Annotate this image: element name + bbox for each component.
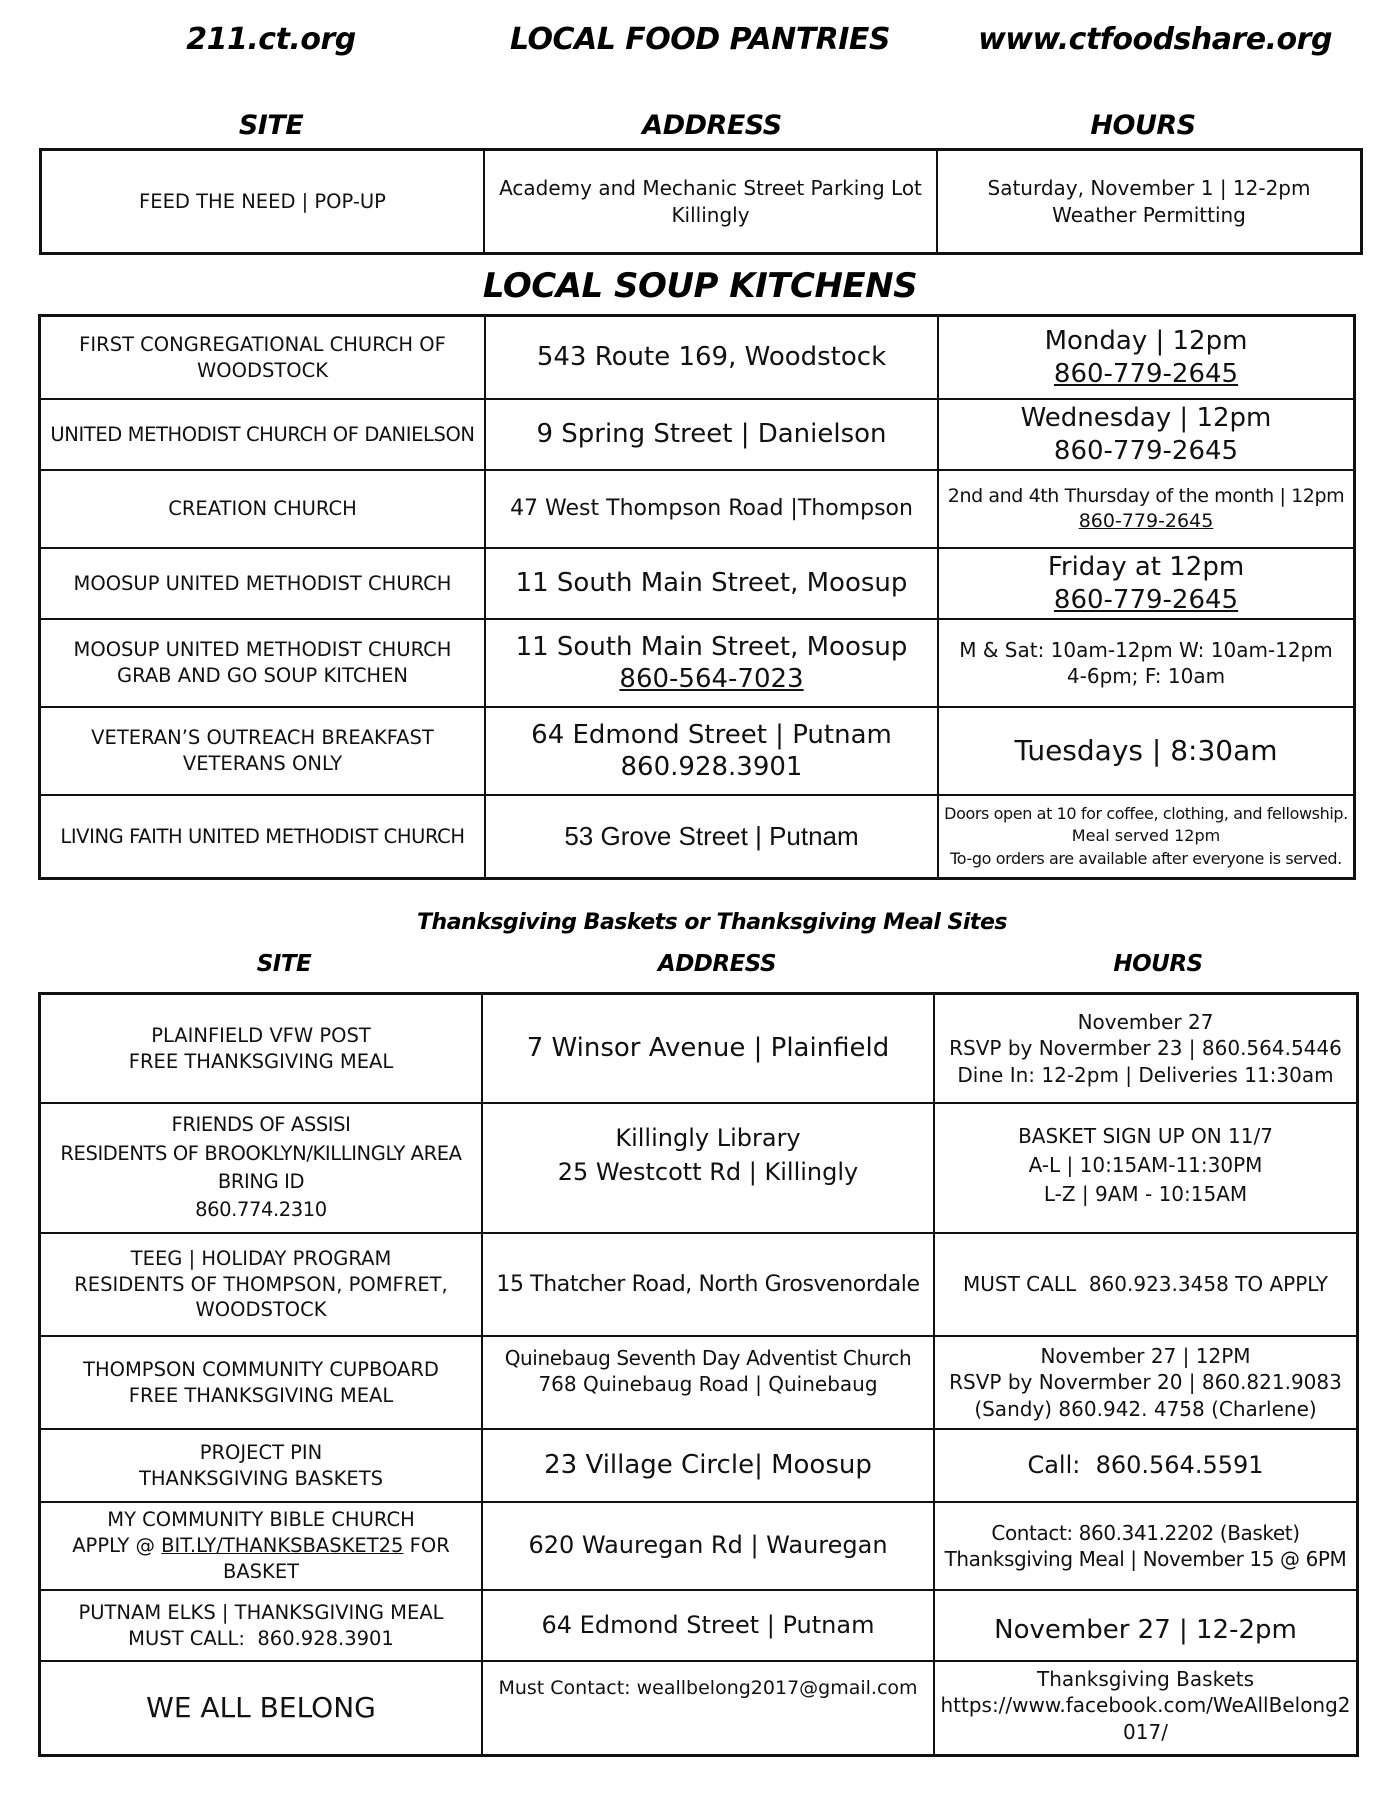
site-text: FREE THANKSGIVING MEAL <box>128 1383 394 1407</box>
site-text: WE ALL BELONG <box>146 1690 376 1724</box>
site-cell <box>41 400 484 469</box>
address-text: 64 Edmond Street | Putnam <box>531 719 892 750</box>
address-cell <box>481 995 933 1102</box>
phone-link[interactable]: 860-564-7023 <box>619 664 804 694</box>
address-cell <box>484 471 937 547</box>
address-cell <box>484 620 937 706</box>
site-cell <box>41 1430 481 1501</box>
site-text: MOOSUP UNITED METHODIST CHURCH <box>73 638 452 662</box>
site-text: RESIDENTS OF BROOKLYN/KILLINGLY AREA <box>60 1141 462 1165</box>
site-text: MOOSUP UNITED METHODIST CHURCH <box>73 571 452 595</box>
site-cell <box>41 1662 481 1754</box>
site-cell <box>41 995 481 1102</box>
address-cell <box>484 796 937 877</box>
site-text: LIVING FAITH UNITED METHODIST CHURCH <box>60 824 465 848</box>
site-text: THANKSGIVING BASKETS <box>138 1466 383 1490</box>
site-text: BRING ID <box>217 1170 305 1193</box>
address-text: 53 Grove Street | Putnam <box>564 821 859 852</box>
soup-kitchens-table <box>38 314 1356 880</box>
food-pantries-table <box>39 148 1363 255</box>
site-text: VETERANS ONLY <box>182 752 343 775</box>
hours-text: RSVP by Novermber 23 | 860.564.5446 <box>949 1036 1342 1061</box>
address-text: 25 Westcott Rd | Killingly <box>557 1157 859 1186</box>
address-text: 64 Edmond Street | Putnam <box>541 1610 875 1639</box>
hours-text: 4-6pm; F: 10am <box>1066 664 1226 688</box>
table-row <box>41 1335 1356 1428</box>
address-cell <box>484 317 937 398</box>
hours-text: MUST CALL 860.923.3458 TO APPLY <box>963 1272 1328 1297</box>
thanksgiving-table <box>38 992 1359 1757</box>
facebook-link-continued[interactable]: 017/ <box>1123 1719 1168 1744</box>
column-header-address: ADDRESS <box>657 951 777 977</box>
phone-link[interactable]: 860-779-2645 <box>1053 584 1239 615</box>
site-text: GRAB AND GO SOUP KITCHEN <box>116 664 409 687</box>
table-row <box>41 1232 1356 1335</box>
table-row <box>41 995 1356 1102</box>
hours-text: RSVP by Novermber 20 | 860.821.9083 <box>949 1370 1342 1395</box>
hours-cell <box>936 151 1360 252</box>
table-row <box>41 1589 1356 1660</box>
hours-cell <box>933 1104 1356 1232</box>
hours-text: To-go orders are available after everyone is served. <box>950 848 1342 868</box>
hours-text: Monday | 12pm <box>1044 326 1248 356</box>
site-cell <box>41 1337 481 1428</box>
page-title: LOCAL FOOD PANTRIES <box>509 22 891 57</box>
hours-cell <box>937 549 1353 618</box>
site-text: BASKET <box>222 1559 300 1583</box>
link-211-ct[interactable]: 211.ct.org <box>186 22 356 57</box>
site-text: MY COMMUNITY BIBLE CHURCH <box>107 1508 415 1532</box>
hours-text: Wednesday | 12pm <box>1020 403 1272 433</box>
site-text: FEED THE NEED | POP-UP <box>139 189 386 213</box>
hours-text: November 27 <box>1077 1009 1214 1034</box>
phone-text: 860.928.3901 <box>620 752 803 782</box>
hours-cell <box>933 1591 1356 1660</box>
hours-cell <box>937 708 1353 794</box>
hours-text: Saturday, November 1 | 12-2pm <box>987 176 1311 201</box>
hours-text: Contact: 860.341.2202 (Basket) <box>991 1520 1300 1545</box>
site-cell <box>42 151 483 252</box>
address-cell <box>484 708 937 794</box>
table-row <box>41 706 1353 794</box>
address-text: 543 Route 169, Woodstock <box>536 342 887 373</box>
hours-cell <box>933 1662 1356 1754</box>
table-row <box>41 469 1353 547</box>
table-row <box>41 618 1353 706</box>
site-cell <box>41 620 484 706</box>
site-text: RESIDENTS OF THOMPSON, POMFRET, <box>74 1272 448 1296</box>
hours-text: L-Z | 9AM - 10:15AM <box>1043 1182 1248 1206</box>
site-cell <box>41 317 484 398</box>
hours-text: (Sandy) 860.942. 4758 (Charlene) <box>974 1396 1317 1421</box>
hours-text: A-L | 10:15AM-11:30PM <box>1028 1153 1263 1177</box>
site-text: UNITED METHODIST CHURCH OF DANIELSON <box>50 422 475 446</box>
hours-text: Weather Permitting <box>1052 202 1246 227</box>
address-cell <box>481 1430 933 1501</box>
hours-text: Doors open at 10 for coffee, clothing, and fellowship. <box>944 803 1348 823</box>
address-cell <box>484 549 937 618</box>
hours-text: Thanksgiving Meal | November 15 @ 6PM <box>944 1547 1347 1571</box>
table-row <box>41 1102 1356 1232</box>
address-text: Killingly Library <box>615 1124 801 1152</box>
site-text: TEEG | HOLIDAY PROGRAM <box>130 1246 392 1270</box>
address-text: Quinebaug Seventh Day Adventist Church <box>504 1346 912 1370</box>
hours-text: Dine In: 12-2pm | Deliveries 11:30am <box>957 1062 1334 1087</box>
address-text: 23 Village Circle| Moosup <box>544 1450 872 1481</box>
hours-text: Thanksgiving Baskets <box>1036 1667 1255 1691</box>
address-text: 11 South Main Street, Moosup <box>515 631 908 662</box>
site-cell <box>41 1503 481 1589</box>
phone-text: 860.774.2310 <box>195 1198 327 1222</box>
hours-text: Friday at 12pm <box>1047 552 1245 582</box>
column-header-hours: HOURS <box>1113 951 1203 977</box>
address-cell <box>481 1503 933 1589</box>
hours-text: Call: 860.564.5591 <box>1027 1450 1264 1479</box>
address-cell <box>481 1591 933 1660</box>
hours-cell <box>933 995 1356 1102</box>
site-text: CREATION CHURCH <box>168 497 357 521</box>
contact-email[interactable]: Must Contact: weallbelong2017@gmail.com <box>498 1677 918 1699</box>
table-row <box>41 1501 1356 1589</box>
phone-link[interactable]: 860-779-2645 <box>1078 510 1214 532</box>
address-text: Academy and Mechanic Street Parking Lot <box>499 176 922 201</box>
site-text: WOODSTOCK <box>195 1298 327 1322</box>
site-cell <box>41 1234 481 1335</box>
hours-text: Tuesdays | 8:30am <box>1014 733 1278 767</box>
site-cell <box>41 708 484 794</box>
table-row <box>41 794 1353 877</box>
link-ctfoodshare[interactable]: www.ctfoodshare.org <box>978 22 1332 57</box>
hours-cell <box>933 1503 1356 1589</box>
hours-cell <box>937 471 1353 547</box>
table-row <box>41 398 1353 469</box>
site-text: PROJECT PIN <box>199 1440 323 1464</box>
hours-text: BASKET SIGN UP ON 11/7 <box>1018 1124 1273 1148</box>
hours-cell <box>937 796 1353 877</box>
hours-text: November 27 | 12PM <box>1040 1343 1251 1368</box>
apply-link[interactable]: BIT.LY/THANKSBASKET25 <box>161 1534 404 1558</box>
phone-link[interactable]: 860-779-2645 <box>1053 358 1239 389</box>
address-cell <box>484 400 937 469</box>
address-text: 7 Winsor Avenue | Plainfield <box>526 1033 890 1064</box>
address-text: 15 Thatcher Road, North Grosvenordale <box>496 1271 920 1297</box>
address-cell <box>481 1234 933 1335</box>
column-header-hours: HOURS <box>1090 110 1196 141</box>
hours-text: November 27 | 12-2pm <box>994 1615 1297 1646</box>
column-header-address: ADDRESS <box>642 110 782 141</box>
site-cell <box>41 1591 481 1660</box>
facebook-link[interactable]: https://www.facebook.com/WeAllBelong2 <box>940 1693 1351 1718</box>
hours-cell <box>933 1430 1356 1501</box>
site-cell <box>41 549 484 618</box>
site-text: FREE THANKSGIVING MEAL <box>128 1049 394 1073</box>
site-text: THOMPSON COMMUNITY CUPBOARD <box>83 1357 439 1381</box>
thanksgiving-title: Thanksgiving Baskets or Thanksgiving Meal Sites <box>417 910 1007 935</box>
hours-cell <box>937 317 1353 398</box>
address-text: 11 South Main Street, Moosup <box>515 568 908 599</box>
site-cell <box>41 1104 481 1232</box>
table-row <box>41 317 1353 398</box>
soup-kitchens-title: LOCAL SOUP KITCHENS <box>482 266 918 306</box>
table-row <box>41 1428 1356 1501</box>
address-cell <box>483 151 936 252</box>
address-cell <box>481 1662 933 1754</box>
address-text: 47 West Thompson Road |Thompson <box>510 496 913 522</box>
hours-cell <box>933 1337 1356 1428</box>
address-text: 620 Wauregan Rd | Wauregan <box>528 1531 888 1560</box>
site-cell <box>41 796 484 877</box>
site-text: FIRST CONGREGATIONAL CHURCH OF <box>79 332 446 356</box>
hours-text: M & Sat: 10am-12pm W: 10am-12pm <box>959 637 1333 662</box>
site-text: WOODSTOCK <box>196 358 329 382</box>
hours-cell <box>937 400 1353 469</box>
site-text-suffix: FOR <box>403 1534 450 1558</box>
address-cell <box>481 1337 933 1428</box>
address-text: 768 Quinebaug Road | Quinebaug <box>538 1372 878 1397</box>
site-text: PLAINFIELD VFW POST <box>151 1023 371 1047</box>
address-text: 9 Spring Street | Danielson <box>536 419 887 450</box>
site-text-prefix: APPLY @ <box>72 1534 162 1558</box>
table-row <box>42 151 1360 252</box>
column-header-site: SITE <box>256 951 312 977</box>
site-text: PUTNAM ELKS | THANKSGIVING MEAL <box>78 1600 444 1624</box>
site-text: FRIENDS OF ASSISI <box>171 1113 351 1137</box>
site-cell <box>41 471 484 547</box>
site-text: MUST CALL: 860.928.3901 <box>128 1626 394 1650</box>
hours-cell <box>937 620 1353 706</box>
phone-text: 860-779-2645 <box>1053 435 1239 466</box>
column-header-site: SITE <box>238 110 304 141</box>
table-row <box>41 1660 1356 1754</box>
table-row <box>41 547 1353 618</box>
hours-text: 2nd and 4th Thursday of the month | 12pm <box>947 484 1345 507</box>
site-text: VETERAN’S OUTREACH BREAKFAST <box>91 726 434 750</box>
hours-cell <box>933 1234 1356 1335</box>
address-cell <box>481 1104 933 1232</box>
address-text: Killingly <box>671 202 750 227</box>
hours-text: Meal served 12pm <box>1071 826 1221 846</box>
site-text <box>72 1533 450 1559</box>
